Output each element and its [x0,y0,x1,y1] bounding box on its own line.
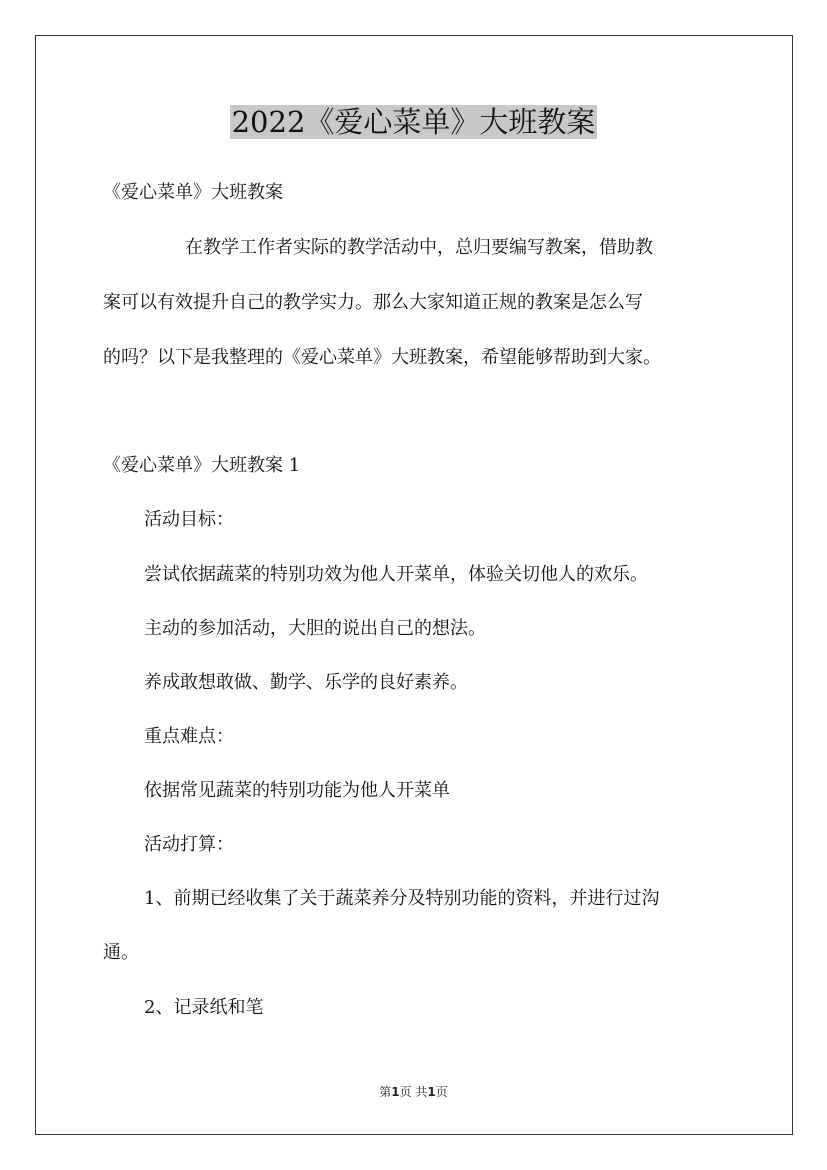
page-footer [0,1083,827,1101]
footer-page-suffix: 页 [435,1085,448,1099]
footer-page-current: 1 [391,1085,400,1099]
footer-page-mid: 页 共 [399,1085,428,1099]
footer-page-total: 1 [427,1085,436,1099]
goals-label: 活动目标： [144,509,234,530]
preparation-label: 活动打算： [144,834,234,855]
key-point-1: 依据常见蔬菜的特别功能为他人开菜单 [144,780,450,801]
preparation-item-1-line-1: 1、前期已经收集了关于蔬菜养分及特别功能的资料，并进行过沟 [144,888,660,909]
intro-line-3: 的吗？以下是我整理的《爱心菜单》大班教案，希望能够帮助到大家。 [103,347,661,368]
section-heading: 《爱心菜单》大班教案 1 [103,455,301,476]
preparation-item-1-line-2: 通。 [103,942,139,963]
title-text: 2022《爱心菜单》大班教案 [231,105,596,139]
document-title [0,100,827,144]
preparation-item-2: 2、记录纸和笔 [144,997,264,1018]
document-subtitle: 《爱心菜单》大班教案 [103,182,283,203]
key-points-label: 重点难点： [144,726,234,747]
footer-page-prefix: 第 [379,1085,392,1099]
goal-item-3: 养成敢想敢做、勤学、乐学的良好素养。 [144,672,468,693]
intro-line-2: 案可以有效提升自己的教学实力。那么大家知道正规的教案是怎么写 [103,292,643,313]
goal-item-1: 尝试依据蔬菜的特别功效为他人开菜单，体验关切他人的欢乐。 [144,564,648,585]
goal-item-2: 主动的参加活动，大胆的说出自己的想法。 [144,618,486,639]
intro-line-1: 在教学工作者实际的教学活动中，总归要编写教案，借助教 [185,237,653,258]
